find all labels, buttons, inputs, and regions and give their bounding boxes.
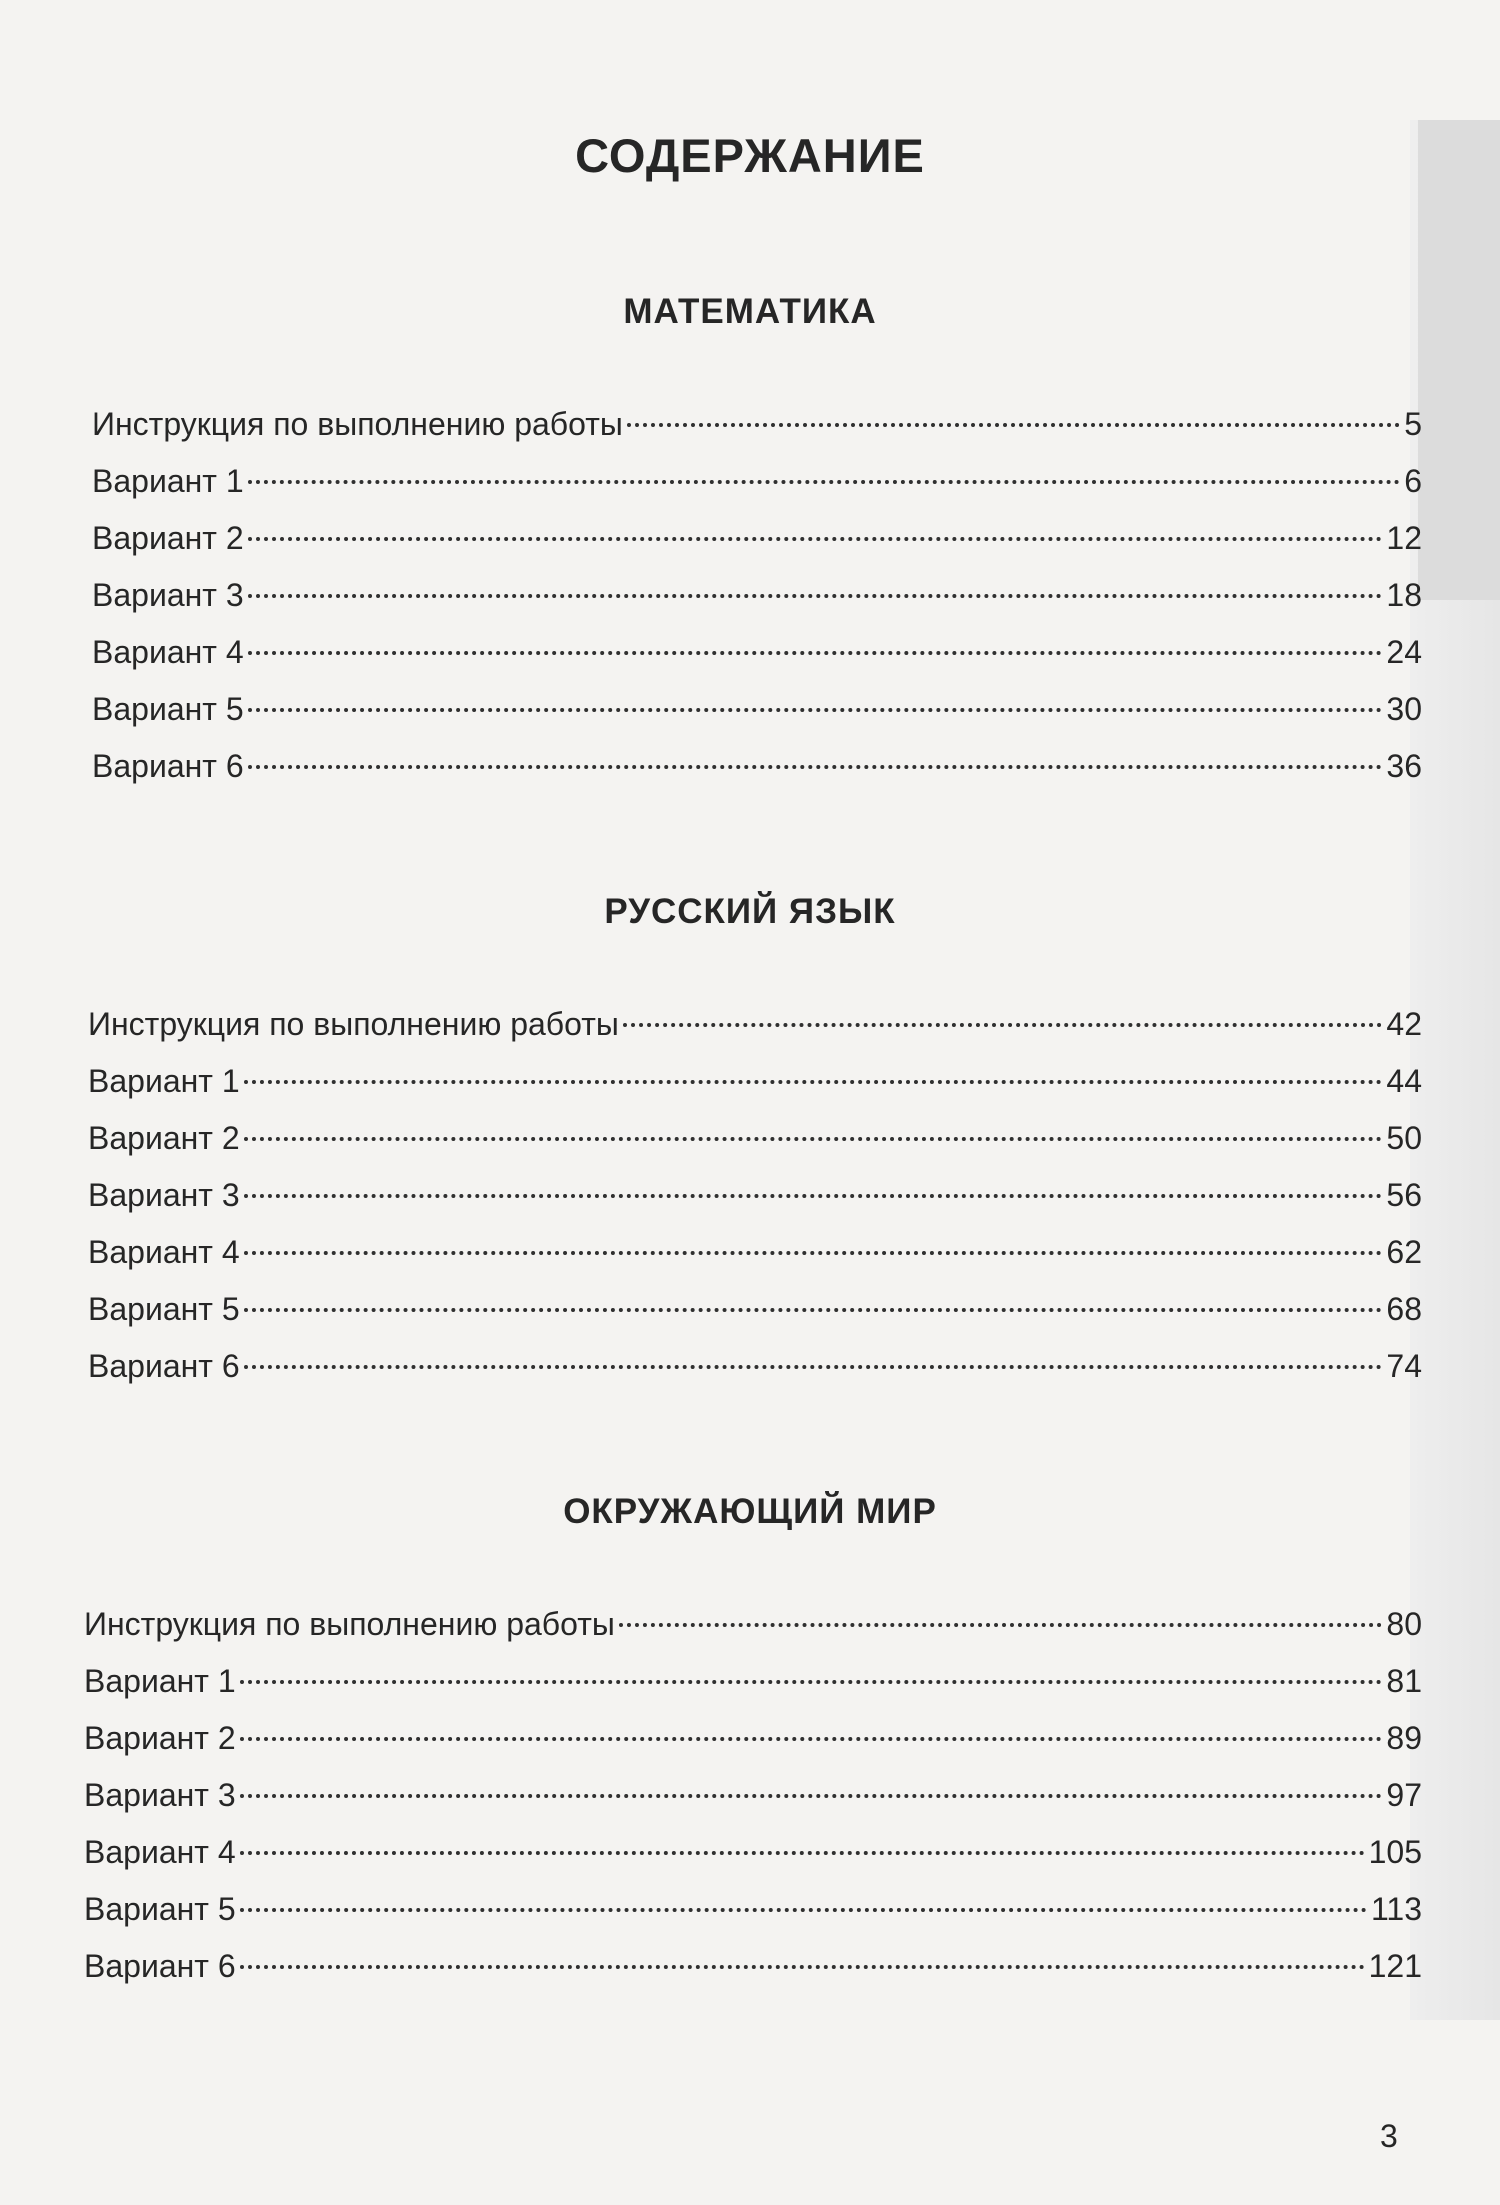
toc-entry-page: 97 — [1386, 1777, 1422, 1813]
section-heading-russian: РУССКИЙ ЯЗЫК — [604, 892, 896, 931]
toc-entry[interactable] — [92, 516, 1422, 560]
toc-entry[interactable] — [92, 687, 1422, 731]
toc-entry-label: Вариант 6 — [84, 1948, 236, 1984]
dot-leader — [244, 1080, 1383, 1084]
dot-leader — [244, 1137, 1383, 1141]
dot-leader — [248, 480, 1401, 484]
toc-entry-page: 6 — [1404, 463, 1422, 499]
toc-entry-label: Вариант 3 — [88, 1177, 240, 1213]
toc-entry-label: Вариант 5 — [84, 1891, 236, 1927]
toc-entry-page: 12 — [1386, 520, 1422, 556]
toc-entry-label: Инструкция по выполнению работы — [92, 406, 623, 442]
toc-entry[interactable] — [84, 1830, 1422, 1874]
toc-entry-page: 18 — [1386, 577, 1422, 613]
toc-entry-label: Вариант 2 — [92, 520, 244, 556]
toc-entry-page: 105 — [1368, 1834, 1422, 1870]
toc-entry-label: Вариант 4 — [84, 1834, 236, 1870]
toc-entry-label: Вариант 1 — [84, 1663, 236, 1699]
dot-leader — [240, 1908, 1367, 1912]
toc-entry-page: 30 — [1386, 691, 1422, 727]
toc-entry[interactable] — [84, 1659, 1422, 1703]
toc-entry-label: Вариант 2 — [88, 1120, 240, 1156]
dot-leader — [627, 423, 1400, 427]
dot-leader — [240, 1680, 1383, 1684]
toc-entry[interactable] — [88, 1287, 1422, 1331]
toc-entry[interactable] — [88, 1344, 1422, 1388]
toc-entry-label: Вариант 6 — [92, 748, 244, 784]
section-heading-world: ОКРУЖАЮЩИЙ МИР — [563, 1492, 937, 1531]
toc-entry-label: Вариант 1 — [88, 1063, 240, 1099]
toc-entry-label: Вариант 4 — [88, 1234, 240, 1270]
toc-entry-page: 68 — [1386, 1291, 1422, 1327]
toc-entry-label: Вариант 3 — [84, 1777, 236, 1813]
toc-entry[interactable] — [88, 1002, 1422, 1046]
toc-entry[interactable] — [92, 402, 1422, 446]
toc-entry-label: Вариант 5 — [88, 1291, 240, 1327]
toc-entry[interactable] — [84, 1602, 1422, 1646]
dot-leader — [244, 1194, 1383, 1198]
toc-entry[interactable] — [92, 630, 1422, 674]
dot-leader — [240, 1737, 1383, 1741]
toc-entry-label: Инструкция по выполнению работы — [84, 1606, 615, 1642]
page-edge-tabs — [1410, 120, 1500, 2020]
toc-entry-page: 5 — [1404, 406, 1422, 442]
dot-leader — [248, 594, 1383, 598]
toc-entry-page: 56 — [1386, 1177, 1422, 1213]
toc-entry-label: Вариант 2 — [84, 1720, 236, 1756]
toc-entry[interactable] — [88, 1059, 1422, 1103]
toc-entry[interactable] — [84, 1887, 1422, 1931]
toc-entry[interactable] — [92, 459, 1422, 503]
page-number: 3 — [1380, 2118, 1398, 2154]
toc-entry-page: 121 — [1368, 1948, 1422, 1984]
toc-entry[interactable] — [88, 1230, 1422, 1274]
dot-leader — [619, 1623, 1383, 1627]
toc-entry-label: Вариант 3 — [92, 577, 244, 613]
dot-leader — [248, 537, 1383, 541]
section-heading-math: МАТЕМАТИКА — [623, 292, 877, 331]
toc-entry-label: Вариант 4 — [92, 634, 244, 670]
toc-entry-page: 62 — [1386, 1234, 1422, 1270]
dot-leader — [248, 708, 1383, 712]
dot-leader — [244, 1251, 1383, 1255]
toc-entry-page: 81 — [1386, 1663, 1422, 1699]
toc-entry-label: Вариант 1 — [92, 463, 244, 499]
toc-entry-page: 44 — [1386, 1063, 1422, 1099]
dot-leader — [248, 765, 1383, 769]
toc-entry[interactable] — [84, 1773, 1422, 1817]
dot-leader — [244, 1365, 1383, 1369]
toc-entry[interactable] — [88, 1116, 1422, 1160]
toc-entry-page: 74 — [1386, 1348, 1422, 1384]
toc-entry-label: Вариант 5 — [92, 691, 244, 727]
dot-leader — [248, 651, 1383, 655]
dot-leader — [240, 1851, 1365, 1855]
toc-entry-page: 24 — [1386, 634, 1422, 670]
toc-entry-page: 113 — [1370, 1891, 1422, 1927]
toc-entry[interactable] — [84, 1716, 1422, 1760]
dot-leader — [240, 1965, 1365, 1969]
toc-entry[interactable] — [92, 573, 1422, 617]
toc-entry[interactable] — [92, 744, 1422, 788]
dot-leader — [623, 1023, 1383, 1027]
toc-entry-page: 42 — [1386, 1006, 1422, 1042]
toc-entry-page: 50 — [1386, 1120, 1422, 1156]
toc-entry[interactable] — [84, 1944, 1422, 1988]
toc-entry-label: Вариант 6 — [88, 1348, 240, 1384]
section-tab — [1418, 120, 1500, 600]
toc-entry-page: 89 — [1386, 1720, 1422, 1756]
toc-entry-page: 80 — [1386, 1606, 1422, 1642]
dot-leader — [244, 1308, 1383, 1312]
toc-entry[interactable] — [88, 1173, 1422, 1217]
dot-leader — [240, 1794, 1383, 1798]
toc-entry-page: 36 — [1386, 748, 1422, 784]
page-title: СОДЕРЖАНИЕ — [575, 129, 925, 182]
toc-entry-label: Инструкция по выполнению работы — [88, 1006, 619, 1042]
